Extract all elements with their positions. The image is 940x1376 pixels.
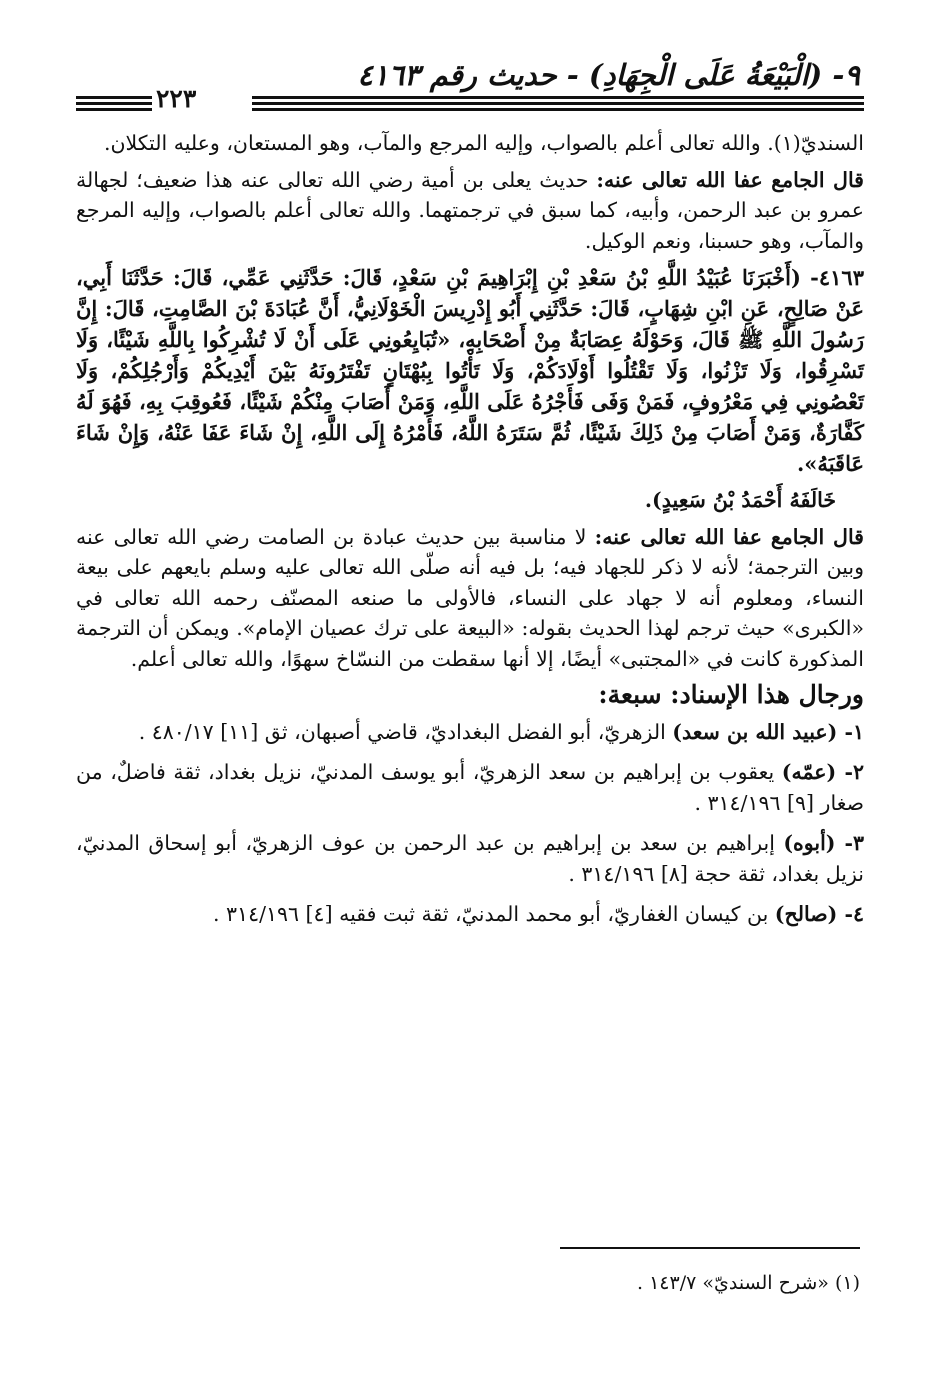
- narrator-item: [76, 828, 864, 889]
- header-rule: [76, 102, 152, 105]
- header-rule: [76, 108, 152, 111]
- header-rule: [76, 96, 152, 99]
- narrator-desc: إبراهيم بن سعد بن إبراهيم بن عبد الرحمن بن عوف الزهريّ، أبو إسحاق المدنيّ، نزيل بغداد، ثقة حجة [٨] ٣١٤/١٩٦ .: [76, 831, 864, 886]
- narrator-name: ٤- (صالح): [774, 902, 864, 926]
- paragraph-commentary-2: [76, 522, 864, 675]
- narrator-name: ٢- (عمّه): [781, 760, 864, 784]
- narrator-desc: يعقوب بن إبراهيم بن سعد الزهريّ، أبو يوسف المدنيّ، نزيل بغداد، ثقة فاضلٌ، من صغار [٩] ٣١٤/١٩٦ .: [76, 760, 864, 815]
- header-rule: [252, 102, 864, 105]
- narrator-item: [76, 717, 864, 748]
- hadith-text: ٤١٦٣- (أَخْبَرَنَا عُبَيْدُ اللَّهِ بْنُ سَعْدِ بْنِ إِبْرَاهِيمَ بْنِ سَعْدٍ، قَالَ: حَدَّثَنِي عَمِّي، قَالَ: حَدَّثَنَا أَبِي، عَنْ صَالِحٍ، عَنِ ابْنِ شِهَابٍ، قَالَ: حَدَّثَنِي أَبُو إِدْرِيسَ الْخَوْلَانِيُّ، أَنَّ عُبَادَةَ بْنَ الصَّامِتِ، قَالَ: إِنَّ رَسُولَ اللَّهِ ﷺ قَالَ، وَحَوْلَهُ عِصَابَةٌ مِنْ أَصْحَابِهِ، «تُبَايِعُونِي عَلَى أَنْ لَا تُشْرِكُوا بِاللَّهِ شَيْئًا، وَلَا تَسْرِقُوا، وَلَا تَزْنُوا، وَلَا تَقْتُلُوا أَوْلَادَكُمْ، وَلَا تَأْتُوا بِبُهْتَانٍ تَفْتَرُونَهُ بَيْنَ أَيْدِيكُمْ وَأَرْجُلِكُمْ، وَلَا تَعْصُونِي فِي مَعْرُوفٍ، فَمَنْ وَفَى فَأَجْرُهُ عَلَى اللَّهِ، وَمَنْ أَصَابَ مِنْكُمْ شَيْئًا، فَعُوقِبَ بِهِ، فَهُوَ لَهُ كَفَّارَةٌ، وَمَنْ أَصَابَ مِنْ ذَلِكَ شَيْئًا، ثُمَّ سَتَرَهُ اللَّهُ، فَأَمْرُهُ إِلَى اللَّهِ، إِنْ شَاءَ عَفَا عَنْهُ، وَإِنْ شَاءَ عَاقَبَهُ».: [76, 265, 864, 476]
- section-title: ورجال هذا الإسناد: سبعة:: [598, 680, 864, 709]
- commentator-heading: قال الجامع عفا الله تعالى عنه:: [596, 167, 864, 192]
- khalafahu-line: خَالَفَهُ أَحْمَدُ بْنُ سَعِيدٍ).: [644, 488, 836, 512]
- narrator-item: [76, 757, 864, 818]
- chapter-title: ٩- (الْبَيْعَةُ عَلَى الْجِهَادِ) - حديث رقم ٤١٦٣: [357, 58, 860, 92]
- narrator-desc: الزهريّ، أبو الفضل البغداديّ، قاضي أصبهان، ثق [١١] ٤٨٠/١٧ .: [138, 719, 673, 744]
- narrator-name: ١- (عبيد الله بن سعد): [672, 719, 864, 744]
- narrator-desc: بن كيسان الغفاريّ، أبو محمد المدنيّ، ثقة ثبت فقيه [٤] ٣١٤/١٩٦ .: [213, 902, 775, 926]
- page-number: ٢٢٣: [156, 84, 197, 113]
- narrator-name: ٣- (أبوه): [783, 831, 864, 855]
- header-rule: [252, 96, 864, 99]
- page-header: [76, 58, 864, 114]
- footnote: (١) «شرح السنديّ» ١٤٣/٧ .: [636, 1272, 860, 1294]
- commentary-text: لا مناسبة بين حديث عبادة بن الصامت رضي الله تعالى عنه وبين الترجمة؛ لأنه لا ذكر للجهاد فيه؛ بل فيه أنه صلّى الله تعالى عليه وسلم بايعهم على بيعة النساء، ومعلوم أنه لا جهاد على النساء، فالأولى ما صنعه المصنّف رحمه الله تعالى في «الكبرى» حيث ترجم لهذا الحديث بقوله: «البيعة على ترك عصيان الإمام». ويمكن أن الترجمة المذكورة كانت في «المجتبى» أيضًا، إلا أنها سقطت من النسّاخ سهوًا، والله تعالى أعلم.: [76, 524, 864, 671]
- paragraph-commentary-1: [76, 165, 864, 257]
- commentary-text: حديث يعلى بن أمية رضي الله تعالى عنه هذا ضعيف؛ لجهالة عمرو بن عبد الرحمن، وأبيه، كما سبق في ترجمتهما. والله تعالى أعلم بالصواب، وإليه المرجع والمآب، وهو حسبنا، ونعم الوكيل.: [76, 167, 864, 253]
- narrator-item: [76, 899, 864, 930]
- header-rule: [252, 108, 864, 111]
- page-body: [76, 128, 864, 940]
- commentator-heading: قال الجامع عفا الله تعالى عنه:: [594, 524, 864, 549]
- footnote-divider: [560, 1247, 860, 1249]
- paragraph-sindi: السنديّ(١). والله تعالى أعلم بالصواب، وإليه المرجع والمآب، وهو المستعان، وعليه التكلان.: [103, 131, 864, 155]
